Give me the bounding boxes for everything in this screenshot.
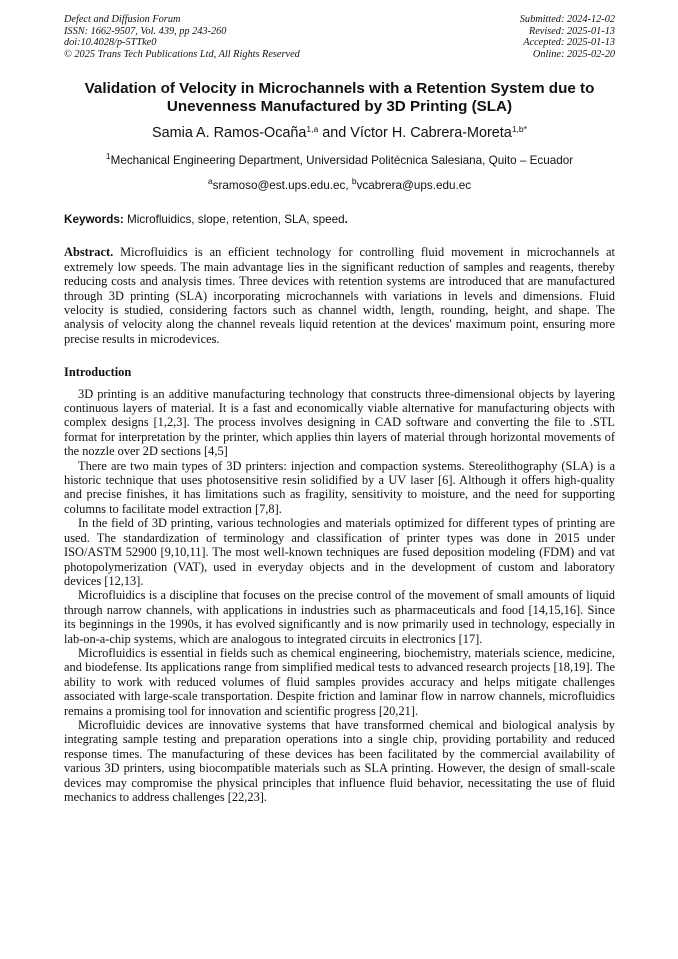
section-heading-introduction: Introduction: [64, 365, 132, 380]
abstract-label: Abstract.: [64, 245, 114, 260]
keywords: [64, 213, 615, 227]
introduction-body: [64, 387, 615, 805]
abstract: [64, 245, 615, 346]
email-mark: a: [207, 176, 213, 187]
paragraph: 3D printing is an additive manufacturing technology that constructs three-dimensional objects by layering continuous layers of material. It is a fast and economically viable alternative for manufacturing objects with complex designs [1,2,3]. The process involves designing in CAD software and converting the file to .STL format for interpretation by the printer, which applies thin layers of material through horizontal movements of the nozzle over 2D sections [4,5]: [64, 386, 615, 459]
email-link[interactable]: vcabrera@ups.edu.ec: [356, 179, 472, 193]
journal-doi: doi:10.4028/p-5TTke0: [64, 37, 157, 49]
date-revised: Revised: 2025-01-13: [528, 25, 615, 37]
paragraph: Microfluidics is essential in fields such as chemical engineering, biochemistry, materials science, medicine, and biodefense. Its applications range from simplified medical tests to advanced research projects [18,19]. The ability to work with reduced volumes of fluid samples provides accuracy and helps mitigate challenges associated with large-scale transportation. Despite friction and laminar flow in narrow channels, microfluidics remains a promising tool for innovation and scientific progress [20,21].: [64, 645, 615, 718]
journal-issn: ISSN: 1662-9507, Vol. 439, pp 243-260: [64, 25, 227, 37]
date-accepted: Accepted: 2025-01-13: [523, 37, 615, 49]
paper-page: [64, 14, 615, 804]
date-online: Online: 2025-02-20: [532, 48, 615, 60]
affiliation-mark: 1: [105, 151, 111, 162]
paper-title: Validation of Velocity in Microchannels with a Retention System due to Unevenness Manufactured by 3D Printing (SLA): [84, 80, 595, 116]
author-list: [64, 125, 615, 142]
paragraph: In the field of 3D printing, various technologies and materials optimized for different types of printing are used. The standardization of terminology and classification of printer types was done in 2015 under ISO/ASTM 52900 [9,10,11]. The most well-known techniques are fused deposition modeling (FDM) and vat photopolymerization (VAT), used in everyday objects and in the development of custom and laboratory devices [12,13].: [64, 516, 615, 588]
author-name: Víctor H. Cabrera-Moreta: [350, 125, 512, 142]
abstract-text: Microfluidics is an efficient technology for controlling fluid movement in microchannels at extremely low speeds. The main advantage lies in the significant reduction of samples and reagents, thereby reducing costs and analysis times. Three devices with retention systems are introduced that are manufactured through 3D printing (SLA) incorporating microchannels with variations in levels and dimensions. Fluid velocity is studied, considering factors such as channel width, length, rounding, height, and shape. The analysis of velocity along the channel reveals liquid retention at the devices' maximum point, ensuring more precise results in microdevices.: [64, 245, 615, 346]
keywords-period: .: [344, 213, 348, 227]
email-mark: b: [351, 176, 357, 187]
paragraph: Microfluidic devices are innovative systems that have transformed chemical and biological analysis by integrating sample testing and preparation operations into a single chip, providing portability and reduced response times. The manufacturing of these devices has been facilitated by the commercial availability of various 3D printers, using biocompatible materials such as SLA printing. However, the design of small-scale devices may compromise the physical principles that influence fluid behavior, necessitating the use of fluid mechanics to address challenges [22,23].: [64, 717, 615, 804]
publication-dates: [520, 14, 615, 60]
keywords-label: Keywords:: [64, 213, 124, 227]
affiliation: [64, 151, 615, 168]
keywords-text: Microfluidics, slope, retention, SLA, speed: [127, 213, 345, 227]
paragraph: There are two main types of 3D printers: injection and compaction systems. Stereolithography (SLA) is a historic technique that uses photosensitive resin solidified by a UV laser [6]. Although it offers high-quality and precise finishes, it has limitations such as fragility, sensitivity to moisture, and the need for supporting columns to facilitate model extraction [7,8].: [64, 458, 615, 516]
author-affiliation-mark: 1,b*: [511, 124, 527, 135]
author-emails: [64, 176, 615, 193]
journal-header: [64, 14, 615, 60]
paragraph: Microfluidics is a discipline that focuses on the precise control of the movement of small amounts of liquid through narrow channels, with applications in industries such as pharmaceuticals and food [14,15,16]. Since its beginnings in the 1990s, it has evolved significantly and is now primarily used in technology, especially in lab-on-a-chip systems, which are analogous to integrated circuits in electronics [17].: [64, 588, 615, 646]
journal-info: [64, 14, 300, 60]
author-connector: and: [318, 125, 351, 142]
journal-copyright: © 2025 Trans Tech Publications Ltd, All Rights Reserved: [64, 48, 300, 60]
affiliation-text: Mechanical Engineering Department, Universidad Politécnica Salesiana, Quito – Ecuador: [110, 154, 574, 168]
author-affiliation-mark: 1,a: [306, 124, 319, 135]
journal-name: Defect and Diffusion Forum: [64, 14, 181, 25]
author-name: Samia A. Ramos-Ocaña: [152, 125, 307, 142]
email-link[interactable]: sramoso@est.ups.edu.ec,: [212, 179, 349, 193]
date-submitted: Submitted: 2024-12-02: [519, 14, 615, 25]
